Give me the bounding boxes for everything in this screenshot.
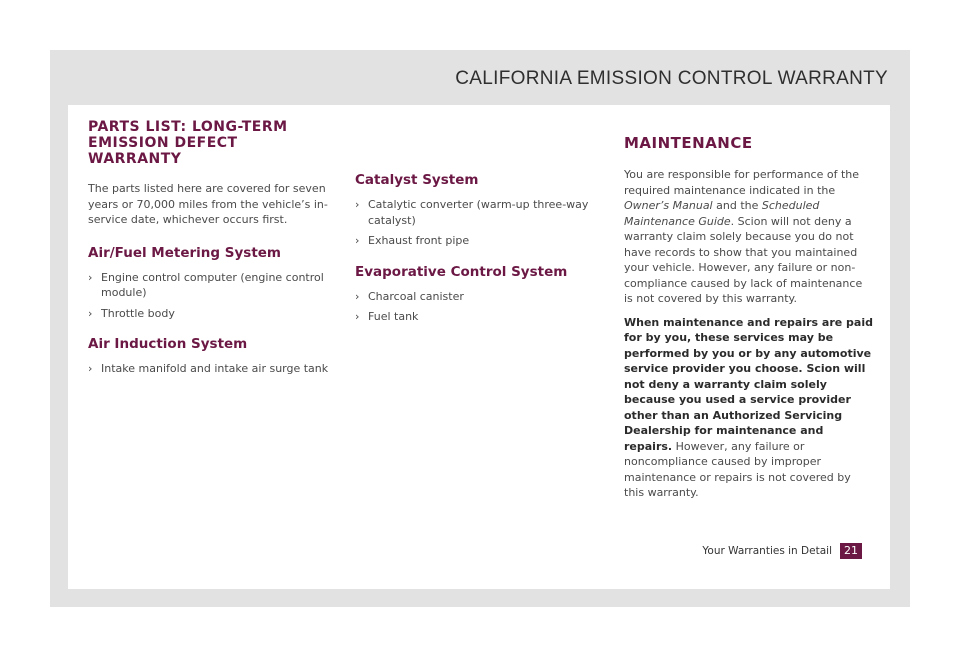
scheduled-maintenance-guide-ref: Scheduled Maintenance Guide (624, 199, 820, 228)
list-item: › Charcoal canister (355, 289, 464, 303)
maintenance-paragraph-2: When maintenance and repairs are paid for by you, these services may be performed by you or by any automotive service provider you choose. Scion will not deny a warranty claim solely because you used a service provider other than an Authorized Servicing Dealership for maintenance and repairs. However, any failure or noncompliance caused by improper maintenance or repairs is not covered by this warranty. (624, 315, 873, 499)
section-heading-catalyst: Catalyst System (355, 172, 479, 188)
footer-section-label: Your Warranties in Detail (702, 545, 832, 557)
chevron-right-icon: › (355, 289, 360, 303)
evaporative-parts-list (355, 289, 595, 325)
page-header-title: CALIFORNIA EMISSION CONTROL WARRANTY (455, 68, 888, 89)
parts-list-title-line2: EMISSION DEFECT WARRANTY (88, 135, 238, 167)
column-maintenance (624, 135, 874, 501)
section-heading-air-induction: Air Induction System (88, 336, 248, 352)
chevron-right-icon: › (355, 310, 360, 323)
chevron-right-icon: › (355, 198, 360, 211)
chevron-right-icon: › (88, 270, 93, 284)
maintenance-title: MAINTENANCE (624, 134, 753, 152)
column-parts-list (88, 119, 334, 382)
section-heading-air-fuel: Air/Fuel Metering System (88, 244, 282, 261)
section-heading-evaporative: Evaporative Control System (355, 263, 568, 280)
column-parts-list-continued (355, 171, 595, 330)
list-item: › Engine control computer (engine control module) (88, 270, 324, 299)
parts-list-title-line1: PARTS LIST: LONG-TERM (88, 119, 288, 135)
page-frame (50, 50, 910, 607)
list-item: › Fuel tank (355, 310, 419, 323)
chevron-right-icon: › (88, 362, 93, 375)
chevron-right-icon: › (355, 234, 360, 247)
parts-list-title (88, 119, 334, 167)
page-footer (702, 543, 862, 559)
maintenance-paragraph-1: You are responsible for performance of the required maintenance indicated in the Owner’s Manual and the Scheduled Maintenance Guide. Scion will not deny a warranty claim solely because you do not have records to show that you maintained your vehicle. However, any failure or non-compliance caused by lack of maintenance is not covered by this warranty. (624, 168, 863, 305)
content-panel (68, 105, 890, 589)
list-item: › Intake manifold and intake air surge tank (88, 362, 329, 375)
list-item: › Exhaust front pipe (355, 234, 470, 247)
list-item: › Catalytic converter (warm-up three-way catalyst) (355, 198, 589, 227)
air-induction-parts-list (88, 361, 334, 377)
owners-manual-ref: Owner’s Manual (624, 199, 713, 212)
chevron-right-icon: › (88, 306, 93, 320)
page-number-badge: 21 (840, 543, 862, 559)
air-fuel-parts-list (88, 270, 334, 322)
list-item: › Throttle body (88, 306, 175, 320)
parts-list-intro: The parts listed here are covered for seven years or 70,000 miles from the vehicle’s in-service date, whichever occurs first. (88, 182, 328, 226)
catalyst-parts-list (355, 197, 595, 249)
